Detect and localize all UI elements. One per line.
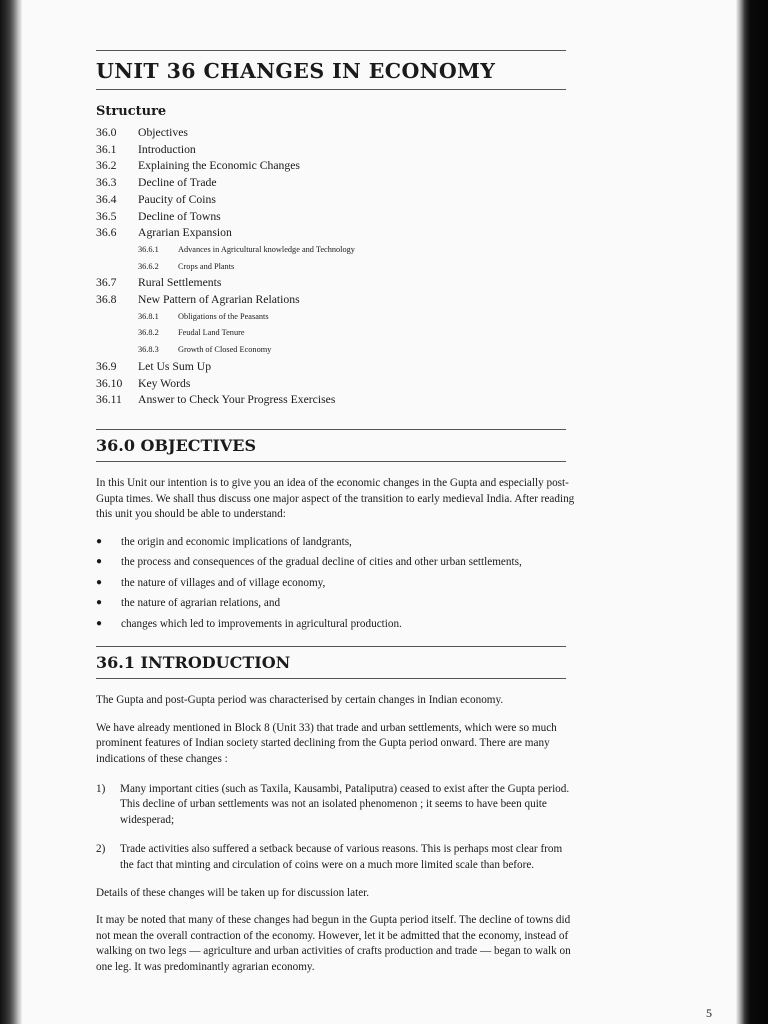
page-number: 5 <box>706 1006 712 1020</box>
structure-item-number: 36.8.3 <box>138 345 159 355</box>
structure-item-label: Let Us Sum Up <box>138 359 212 373</box>
objective-bullet-item <box>96 614 576 635</box>
objective-bullet-item <box>96 552 576 573</box>
structure-item <box>96 392 576 409</box>
intro-paragraph-2: We have already mentioned in Block 8 (Unit 33) that trade and urban settlements, which were so much prominent features of Indian society started declining from the Gupta period onward. There are many indications of these changes : <box>96 721 557 766</box>
bullet-icon: ● <box>96 535 103 547</box>
numbered-item <box>96 782 576 829</box>
intro-paragraph-1: The Gupta and post-Gupta period was characterised by certain changes in Indian economy. <box>96 694 504 707</box>
structure-heading: Structure <box>96 104 167 119</box>
structure-item-label: Feudal Land Tenure <box>178 328 245 338</box>
structure-subitem <box>96 342 576 359</box>
structure-item-number: 36.4 <box>96 192 117 206</box>
structure-item <box>96 376 576 393</box>
title-rule-bottom <box>96 89 566 90</box>
structure-item <box>96 225 576 242</box>
structure-subitem <box>96 242 576 259</box>
numbered-item-text: Many important cities (such as Taxila, Kausambi, Pataliputra) ceased to exist after the Gupta period. This decline of urban settlements was not an isolated phenomenon ; it seems to have been quite widesperad; <box>120 782 570 826</box>
structure-item-number: 36.2 <box>96 159 117 173</box>
section-rule <box>96 461 566 462</box>
objective-bullet-text: changes which led to improvements in agricultural production. <box>121 617 402 630</box>
intro-paragraph-3: Details of these changes will be taken up for discussion later. <box>96 886 370 899</box>
bullet-icon: ● <box>96 556 103 568</box>
scan-edge-right <box>736 0 768 1024</box>
structure-subitem <box>96 309 576 326</box>
structure-item-number: 36.11 <box>96 393 122 407</box>
numbered-item-text: Trade activities also suffered a setback because of various reasons. This is perhaps most clear from the fact that minting and circulation of coins were on a much more limited scale than before. <box>120 843 563 871</box>
structure-list <box>96 125 576 409</box>
objective-bullet-text: the nature of agrarian relations, and <box>121 597 281 610</box>
structure-item-label: Explaining the Economic Changes <box>138 159 300 173</box>
bullet-icon: ● <box>96 597 103 609</box>
structure-subitem <box>96 259 576 276</box>
structure-subitem <box>96 325 576 342</box>
structure-item-number: 36.8.1 <box>138 311 159 321</box>
document-page <box>96 40 576 976</box>
objective-bullet-text: the nature of villages and of village economy, <box>121 576 326 589</box>
introduction-section <box>96 646 576 679</box>
structure-item-label: Obligations of the Peasants <box>178 311 269 321</box>
structure-item-label: Key Words <box>138 376 191 390</box>
title-rule-top <box>96 50 566 51</box>
structure-item-label: Agrarian Expansion <box>138 226 232 240</box>
structure-item-number: 36.5 <box>96 209 117 223</box>
structure-item-number: 36.10 <box>96 376 123 390</box>
structure-item-label: Introduction <box>138 142 196 156</box>
structure-item-label: Answer to Check Your Progress Exercises <box>138 393 336 407</box>
objective-bullet-text: the process and consequences of the gradual decline of cities and other urban settlements, <box>121 556 522 569</box>
objective-bullet-text: the origin and economic implications of landgrants, <box>121 535 352 548</box>
structure-item-number: 36.7 <box>96 276 117 290</box>
numbered-item-label: 1) <box>96 782 106 795</box>
structure-item-label: New Pattern of Agrarian Relations <box>138 293 300 307</box>
structure-item-number: 36.8 <box>96 293 117 307</box>
objective-bullet-item <box>96 573 576 594</box>
bullet-icon: ● <box>96 576 103 588</box>
structure-item-label: Advances in Agricultural knowledge and Technology <box>178 244 355 254</box>
structure-item <box>96 359 576 376</box>
intro-paragraph-4: It may be noted that many of these changes had begun in the Gupta period itself. The decline of towns did not mean the overall contraction of the economy. However, let it be admitted that the economy, instead of walking on two legs — agriculture and urban activities of crafts production and trade — began to walk on one leg. It was predominantly agrarian economy. <box>96 914 571 973</box>
structure-item-number: 36.6 <box>96 226 117 240</box>
structure-item <box>96 192 576 209</box>
objectives-heading: 36.0 OBJECTIVES <box>96 435 257 455</box>
structure-item-number: 36.3 <box>96 176 117 190</box>
bullet-icon: ● <box>96 617 103 629</box>
unit-title: UNIT 36 CHANGES IN ECONOMY <box>96 59 496 83</box>
structure-item <box>96 158 576 175</box>
section-rule <box>96 429 566 430</box>
objective-bullet-item <box>96 532 576 553</box>
numbered-item <box>96 842 576 873</box>
structure-item-label: Decline of Towns <box>138 209 221 223</box>
structure-item <box>96 209 576 226</box>
objective-bullet-item <box>96 593 576 614</box>
structure-item-number: 36.0 <box>96 126 117 139</box>
structure-item-label: Paucity of Coins <box>138 192 216 206</box>
structure-item <box>96 142 576 159</box>
structure-item-number: 36.9 <box>96 359 117 373</box>
structure-item-number: 36.6.2 <box>138 261 159 271</box>
structure-item-label: Growth of Closed Economy <box>178 345 272 355</box>
structure-item <box>96 292 576 309</box>
structure-item-label: Rural Settlements <box>138 276 222 290</box>
numbered-item-label: 2) <box>96 843 106 856</box>
structure-item-number: 36.6.1 <box>138 244 159 254</box>
structure-item-number: 36.8.2 <box>138 328 159 338</box>
objectives-list <box>96 532 576 635</box>
structure-item <box>96 125 576 142</box>
section-rule <box>96 678 566 679</box>
objectives-section <box>96 429 576 462</box>
structure-item-label: Decline of Trade <box>138 176 217 190</box>
introduction-heading: 36.1 INTRODUCTION <box>96 653 291 673</box>
structure-item-number: 36.1 <box>96 142 117 156</box>
objectives-intro: In this Unit our intention is to give you an idea of the economic changes in the Gupta and especially post-Gupta times. We shall thus discuss one major aspect of the transition to early medieval India. After reading this unit you should be able to understand: <box>96 476 575 521</box>
scan-edge-left <box>0 0 22 1024</box>
structure-item <box>96 175 576 192</box>
intro-numbered-list <box>96 782 576 874</box>
structure-item-label: Objectives <box>138 126 188 139</box>
structure-item-label: Crops and Plants <box>178 261 235 271</box>
structure-item <box>96 275 576 292</box>
section-rule <box>96 646 566 647</box>
